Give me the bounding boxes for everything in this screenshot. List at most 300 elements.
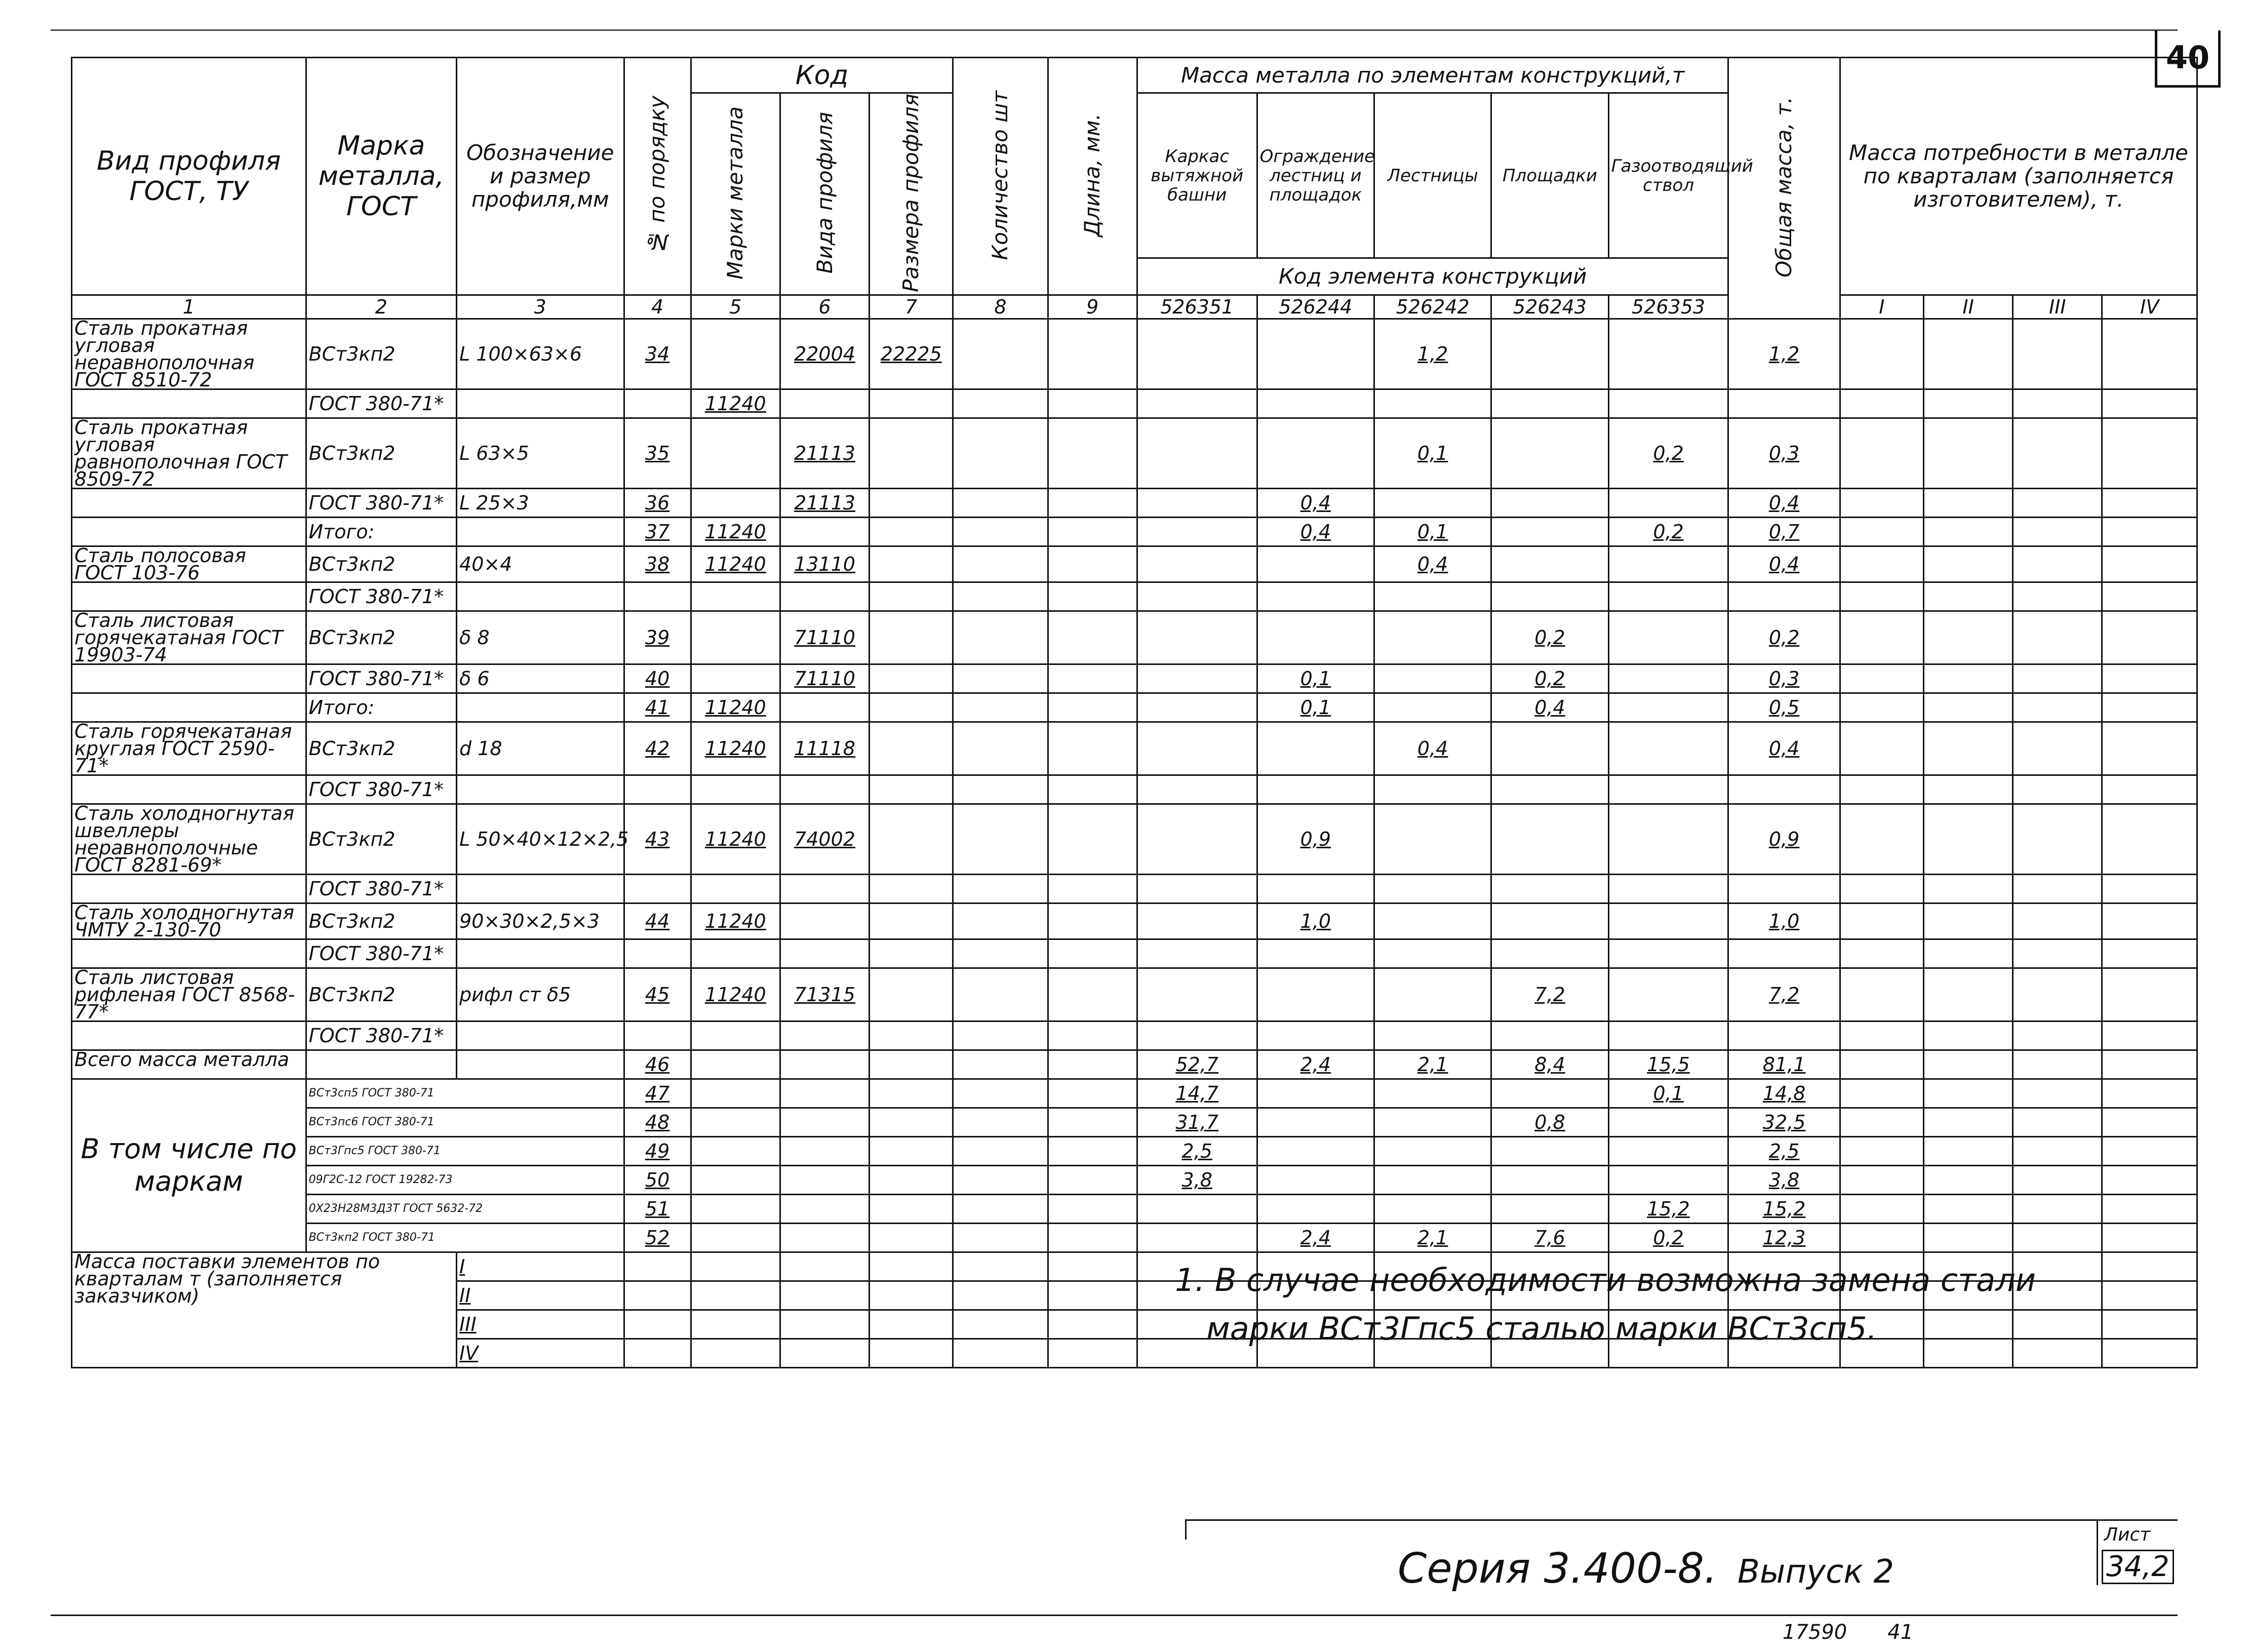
cell-c3: рифл ст δ5 [457,968,624,1021]
cell-t: 0,9 [1728,804,1840,874]
cell-e1 [1137,1021,1257,1050]
cell-m [691,1194,780,1223]
cell-t: 0,2 [1728,611,1840,664]
cell-x1 [1840,804,1923,874]
cell-m [691,488,780,517]
cell-e3 [1374,903,1491,939]
cell-x4 [2102,1021,2197,1050]
empty-cell [691,1281,780,1310]
cell-v [780,517,869,546]
cell-no: 49 [624,1136,691,1165]
cell-q9 [1048,903,1137,939]
cell-e3 [1374,874,1491,903]
cell-q8 [953,775,1048,804]
cell-q9 [1048,1021,1137,1050]
cell-c2: Итого: [306,517,456,546]
cell-no [624,582,691,611]
cell-x2 [1923,418,2012,488]
by-grade-label: В том числе по маркам [72,1079,306,1252]
col-mass-group: Масса металла по элементам конструкций,т [1137,58,1728,93]
cell-x4 [2102,488,2197,517]
cell-x4 [2102,389,2197,418]
cell-c2: ГОСТ 380-71* [306,939,456,968]
cell-t: 1,2 [1728,319,1840,389]
cell-t: 0,3 [1728,418,1840,488]
cell-c1 [72,389,306,418]
cell-c1: Сталь холодногнутая швеллеры неравнополочные ГОСТ 8281-69* [72,804,306,874]
cell-v [780,1165,869,1194]
empty-cell [1048,1310,1137,1339]
cell-c2: ГОСТ 380-71* [306,488,456,517]
cell-x4 [2102,874,2197,903]
cell-e5 [1608,1108,1728,1136]
cell-q8 [953,804,1048,874]
cell-no [624,874,691,903]
cell-t [1728,939,1840,968]
cell-e1 [1137,1194,1257,1223]
cell-t: 2,5 [1728,1136,1840,1165]
cell-c1: Сталь прокатная угловая равнополочная ГОСТ 8509-72 [72,418,306,488]
cell-x3 [2013,319,2102,389]
delivery-quarter: II [457,1281,624,1310]
cell-m [691,418,780,488]
cell-q9 [1048,664,1137,693]
cell-e3 [1374,693,1491,722]
footer-code-a: 17590 [1783,1621,1847,1644]
cell-x3 [2013,722,2102,775]
cell-q8 [953,418,1048,488]
cell-e1 [1137,804,1257,874]
cell-q8 [953,488,1048,517]
cell-e5 [1608,903,1728,939]
cell-x4 [2102,1108,2197,1136]
series-title [1398,1545,1894,1593]
cell-e4: 8,4 [1491,1050,1608,1079]
cell-c1: Сталь листовая рифленая ГОСТ 8568-77* [72,968,306,1021]
cell-c3 [457,693,624,722]
table-row [72,488,2197,517]
title-block-tick [1185,1519,1187,1540]
cell-q8 [953,1050,1048,1079]
cell-e2 [1257,968,1374,1021]
specification-table-wrapper [71,57,2198,1368]
cell-no [624,1021,691,1050]
cell-x3 [2013,968,2102,1021]
cell-e2 [1257,1136,1374,1165]
col-num-8: 8 [953,295,1048,319]
cell-q9 [1048,546,1137,582]
cell-no: 46 [624,1050,691,1079]
cell-q8 [953,1021,1048,1050]
cell-c1 [72,1021,306,1050]
cell-e1 [1137,693,1257,722]
cell-t: 0,4 [1728,546,1840,582]
cell-t: 7,2 [1728,968,1840,1021]
cell-x3 [2013,389,2102,418]
cell-m [691,874,780,903]
cell-v: 22004 [780,319,869,389]
empty-cell [624,1310,691,1339]
table-row [72,903,2197,939]
cell-v [780,1223,869,1252]
cell-x3 [2013,1079,2102,1108]
cell-e1 [1137,874,1257,903]
cell-no: 40 [624,664,691,693]
cell-r [870,903,953,939]
col-num-1: 1 [72,295,306,319]
cell-c2: ГОСТ 380-71* [306,1021,456,1050]
cell-t: 32,5 [1728,1108,1840,1136]
cell-x2 [1923,1165,2012,1194]
cell-no: 39 [624,611,691,664]
cell-q8 [953,874,1048,903]
empty-cell [691,1339,780,1367]
cell-r [870,1021,953,1050]
cell-e4 [1491,418,1608,488]
cell-e3 [1374,1165,1491,1194]
cell-e3 [1374,775,1491,804]
cell-m: 11240 [691,722,780,775]
cell-x4 [2102,319,2197,389]
cell-c2: ГОСТ 380-71* [306,775,456,804]
cell-e1 [1137,611,1257,664]
cell-m [691,775,780,804]
col-quarter-4: IV [2102,295,2197,319]
col-elem-platforms: Площадки [1491,93,1608,258]
cell-x2 [1923,939,2012,968]
cell-c3 [457,775,624,804]
cell-e1: 2,5 [1137,1136,1257,1165]
col-num-4: 4 [624,295,691,319]
grade-name: ВСт3Гпс5 ГОСТ 380-71 [306,1136,624,1165]
cell-x2 [1923,1079,2012,1108]
cell-e4: 0,4 [1491,693,1608,722]
cell-x2 [1923,1050,2012,1079]
cell-c1: Всего масса металла [72,1050,306,1079]
cell-e3 [1374,1079,1491,1108]
cell-e3 [1374,389,1491,418]
table-row [72,722,2197,775]
cell-e3 [1374,968,1491,1021]
empty-cell [2102,1281,2197,1310]
cell-c1: Сталь холодногнутая ЧМТУ 2-130-70 [72,903,306,939]
cell-q9 [1048,939,1137,968]
cell-r [870,968,953,1021]
cell-m [691,1079,780,1108]
cell-c3 [457,389,624,418]
empty-cell [953,1310,1048,1339]
table-row [72,804,2197,874]
cell-e3: 2,1 [1374,1050,1491,1079]
cell-x1 [1840,874,1923,903]
table-row [72,319,2197,389]
delivery-quarter: IV [457,1339,624,1367]
cell-c2: ГОСТ 380-71* [306,389,456,418]
cell-e3 [1374,1194,1491,1223]
cell-x1 [1840,693,1923,722]
cell-no: 47 [624,1079,691,1108]
cell-e3 [1374,939,1491,968]
empty-cell [2102,1310,2197,1339]
col-elem-stairs: Лестницы [1374,93,1491,258]
table-row [72,968,2197,1021]
cell-e4 [1491,1079,1608,1108]
cell-x1 [1840,664,1923,693]
cell-r [870,546,953,582]
table-row [72,546,2197,582]
cell-e2 [1257,775,1374,804]
cell-q8 [953,611,1048,664]
cell-no: 50 [624,1165,691,1194]
grade-row [72,1194,2197,1223]
cell-x3 [2013,582,2102,611]
cell-c2: ВСт3кп2 [306,903,456,939]
cell-e4 [1491,722,1608,775]
grade-name: 0Х23Н28М3Д3Т ГОСТ 5632-72 [306,1194,624,1223]
cell-t: 0,4 [1728,488,1840,517]
grade-name: ВСт3кп2 ГОСТ 380-71 [306,1223,624,1252]
cell-x3 [2013,546,2102,582]
cell-c2: ГОСТ 380-71* [306,582,456,611]
cell-q9 [1048,517,1137,546]
cell-no: 45 [624,968,691,1021]
cell-q9 [1048,1165,1137,1194]
cell-v [780,582,869,611]
col-quarter-2: II [1923,295,2012,319]
cell-t: 14,8 [1728,1079,1840,1108]
cell-e5 [1608,939,1728,968]
cell-x2 [1923,1021,2012,1050]
empty-cell [780,1339,869,1367]
cell-e5 [1608,775,1728,804]
col-num-7: 7 [870,295,953,319]
cell-c1 [72,874,306,903]
cell-c2: ГОСТ 380-71* [306,664,456,693]
cell-r [870,1108,953,1136]
cell-x2 [1923,517,2012,546]
table-row [72,939,2197,968]
cell-e3 [1374,664,1491,693]
cell-q8 [953,903,1048,939]
cell-x3 [2013,418,2102,488]
cell-e1 [1137,775,1257,804]
cell-m [691,939,780,968]
cell-r [870,1136,953,1165]
cell-c3: L 50×40×12×2,5 [457,804,624,874]
cell-r [870,418,953,488]
cell-no: 52 [624,1223,691,1252]
bottom-border-line [51,1615,2178,1616]
cell-e4: 7,6 [1491,1223,1608,1252]
cell-x2 [1923,968,2012,1021]
cell-x2 [1923,319,2012,389]
cell-v [780,1194,869,1223]
col-num-2: 2 [306,295,456,319]
cell-e1: 52,7 [1137,1050,1257,1079]
cell-t: 3,8 [1728,1165,1840,1194]
list-label: Лист [2104,1524,2151,1545]
cell-e5: 0,2 [1608,418,1728,488]
cell-e4 [1491,546,1608,582]
cell-e5 [1608,804,1728,874]
cell-x4 [2102,1136,2197,1165]
col-quarters-title: Масса потребности в металле по кварталам (заполняется изготовителем), т. [1840,58,2197,295]
cell-r [870,389,953,418]
cell-c2: ВСт3кп2 [306,968,456,1021]
cell-x4 [2102,664,2197,693]
cell-m [691,664,780,693]
cell-e5: 0,1 [1608,1079,1728,1108]
cell-no: 44 [624,903,691,939]
cell-e1: 14,7 [1137,1079,1257,1108]
cell-q9 [1048,874,1137,903]
cell-v: 71315 [780,968,869,1021]
cell-x2 [1923,1136,2012,1165]
col-code-group: Код [691,58,953,93]
cell-e2: 0,4 [1257,488,1374,517]
col-quarter-3: III [2013,295,2102,319]
cell-x2 [1923,775,2012,804]
cell-e1 [1137,939,1257,968]
cell-no: 35 [624,418,691,488]
cell-e3 [1374,1021,1491,1050]
cell-r [870,693,953,722]
empty-cell [870,1310,953,1339]
specification-table [71,57,2198,1368]
cell-e4 [1491,903,1608,939]
cell-x4 [2102,611,2197,664]
cell-q8 [953,319,1048,389]
cell-x1 [1840,517,1923,546]
cell-q9 [1048,389,1137,418]
empty-cell [691,1310,780,1339]
cell-r [870,804,953,874]
table-row [72,517,2197,546]
cell-v [780,1021,869,1050]
cell-e3 [1374,1108,1491,1136]
table-row [72,775,2197,804]
cell-e2 [1257,874,1374,903]
cell-t [1728,1021,1840,1050]
col-length: Длина, мм. [1048,58,1137,295]
code-platforms: 526243 [1491,295,1608,319]
cell-q8 [953,389,1048,418]
cell-e4 [1491,319,1608,389]
cell-m [691,1223,780,1252]
cell-q9 [1048,1194,1137,1223]
cell-e3: 0,4 [1374,546,1491,582]
col-profile-code: Вида профиля [780,93,869,295]
cell-r [870,488,953,517]
cell-c3: δ 6 [457,664,624,693]
cell-t [1728,582,1840,611]
cell-q8 [953,1108,1048,1136]
cell-x4 [2102,582,2197,611]
cell-v: 74002 [780,804,869,874]
empty-cell [1048,1252,1137,1281]
code-frame: 526351 [1137,295,1257,319]
cell-x1 [1840,546,1923,582]
col-size-code: Размера профиля [870,93,953,295]
cell-v: 21113 [780,418,869,488]
cell-m: 11240 [691,546,780,582]
cell-v [780,1136,869,1165]
cell-m [691,1136,780,1165]
cell-t: 81,1 [1728,1050,1840,1079]
footnote-line-1: 1. В случае необходимости возможна замена стали [1175,1262,2036,1299]
cell-x4 [2102,804,2197,874]
col-num-3: 3 [457,295,624,319]
cell-c2: ВСт3кп2 [306,804,456,874]
cell-x3 [2013,693,2102,722]
cell-x3 [2013,1194,2102,1223]
cell-x3 [2013,517,2102,546]
cell-r [870,939,953,968]
cell-e5 [1608,722,1728,775]
cell-q9 [1048,418,1137,488]
cell-e1 [1137,546,1257,582]
cell-x2 [1923,611,2012,664]
cell-e5 [1608,389,1728,418]
cell-e2 [1257,582,1374,611]
grade-row [72,1079,2197,1108]
cell-x3 [2013,1021,2102,1050]
cell-x4 [2102,722,2197,775]
cell-e2 [1257,939,1374,968]
grade-name: ВСт3сп5 ГОСТ 380-71 [306,1079,624,1108]
cell-no: 48 [624,1108,691,1136]
cell-e5 [1608,611,1728,664]
cell-e1: 31,7 [1137,1108,1257,1136]
cell-no [624,939,691,968]
grade-name: ВСт3пс6 ГОСТ 380-71 [306,1108,624,1136]
cell-x2 [1923,874,2012,903]
cell-no: 43 [624,804,691,874]
cell-q8 [953,546,1048,582]
cell-v [780,903,869,939]
cell-e5 [1608,664,1728,693]
cell-e4 [1491,1021,1608,1050]
cell-q8 [953,722,1048,775]
cell-x4 [2102,1194,2197,1223]
cell-t: 0,4 [1728,722,1840,775]
cell-t: 0,5 [1728,693,1840,722]
cell-m [691,319,780,389]
cell-e4: 7,2 [1491,968,1608,1021]
empty-cell [953,1281,1048,1310]
cell-q8 [953,939,1048,968]
cell-x3 [2013,775,2102,804]
cell-q8 [953,664,1048,693]
cell-r [870,517,953,546]
cell-no: 42 [624,722,691,775]
cell-e3: 0,1 [1374,418,1491,488]
code-gas-trunk: 526353 [1608,295,1728,319]
grade-name: 09Г2С-12 ГОСТ 19282-73 [306,1165,624,1194]
empty-cell [870,1281,953,1310]
cell-e5 [1608,968,1728,1021]
cell-c1 [72,582,306,611]
cell-v: 13110 [780,546,869,582]
cell-e4 [1491,939,1608,968]
cell-c1: Сталь полосовая ГОСТ 103-76 [72,546,306,582]
cell-c3 [457,1050,624,1079]
cell-c3: 90×30×2,5×3 [457,903,624,939]
cell-r [870,1165,953,1194]
cell-e4 [1491,1165,1608,1194]
cell-e1 [1137,319,1257,389]
cell-x2 [1923,488,2012,517]
